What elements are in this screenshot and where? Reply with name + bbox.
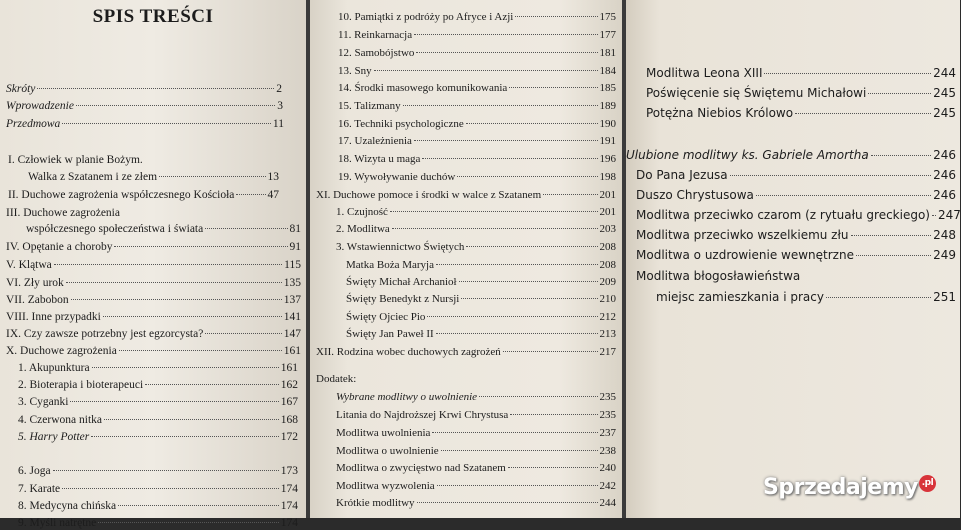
toc-entry: Potężna Niebios Królowo 245 <box>646 106 956 120</box>
page-title: SPIS TREŚCI <box>92 6 214 27</box>
toc-entry: 1. Akupunktura 161 <box>18 362 298 374</box>
toc-entry: Wybrane modlitwy o uwolnienie 235 <box>336 391 616 403</box>
toc-entry: Święty Michał Archanioł 209 <box>346 276 616 288</box>
toc-page-right <box>626 0 960 518</box>
watermark-logo: Sprzedajemy .pl <box>763 475 936 500</box>
toc-entry: 13. Sny 184 <box>338 65 616 77</box>
toc-entry: II. Duchowe zagrożenia współczesnego Kościoła 47 <box>8 189 279 201</box>
toc-entry: Modlitwa wyzwolenia 242 <box>336 480 616 492</box>
toc-entry: I. Człowiek w planie Bożym. <box>8 154 143 166</box>
toc-entry: Ulubione modlitwy ks. Gabriele Amortha 246 <box>626 148 956 162</box>
toc-entry: Modlitwa przeciwko czarom (z rytuału greckiego) 247 <box>636 208 961 222</box>
toc-entry: 7. Karate 174 <box>18 483 298 495</box>
toc-entry: Przedmowa 11 <box>6 118 284 130</box>
toc-entry: Święty Jan Paweł II 213 <box>346 328 616 340</box>
toc-entry: 15. Talizmany 189 <box>338 100 616 112</box>
appendix-heading: Dodatek: <box>316 373 357 385</box>
toc-entry: 18. Wizyta u maga 196 <box>338 153 616 165</box>
toc-entry: VIII. Inne przypadki 141 <box>6 311 301 323</box>
toc-entry: Do Pana Jezusa 246 <box>636 168 956 182</box>
toc-entry: 12. Samobójstwo 181 <box>338 47 616 59</box>
toc-entry: III. Duchowe zagrożenia <box>6 207 120 219</box>
toc-entry: Święty Ojciec Pio 212 <box>346 311 616 323</box>
toc-entry: Litania do Najdroższej Krwi Chrystusa 235 <box>336 409 616 421</box>
toc-entry: 2. Bioterapia i bioterapeuci 162 <box>18 379 298 391</box>
toc-entry: 19. Wywoływanie duchów 198 <box>338 171 616 183</box>
toc-entry: VII. Zabobon 137 <box>6 294 301 306</box>
toc-entry: Poświęcenie się Świętemu Michałowi 245 <box>646 86 956 100</box>
toc-entry: Skróty 2 <box>6 83 282 95</box>
toc-entry: Wprowadzenie 3 <box>6 100 283 112</box>
toc-entry: Walka z Szatanem i ze złem 13 <box>28 171 279 183</box>
toc-entry: 8. Medycyna chińska 174 <box>18 500 298 512</box>
toc-entry: miejsc zamieszkania i pracy 251 <box>656 290 956 304</box>
toc-entry: V. Klątwa 115 <box>6 259 301 271</box>
toc-entry: 17. Uzależnienia 191 <box>338 135 616 147</box>
toc-entry: 11. Reinkarnacja 177 <box>338 29 616 41</box>
toc-entry: X. Duchowe zagrożenia 161 <box>6 345 301 357</box>
toc-page-left <box>0 0 306 529</box>
toc-entry: Modlitwa błogosławieństwa <box>636 269 801 283</box>
toc-entry: Duszo Chrystusowa 246 <box>636 188 956 202</box>
toc-entry: 5. Harry Potter 172 <box>18 431 298 443</box>
toc-page-middle <box>310 0 622 518</box>
toc-entry: 6. Joga 173 <box>18 465 298 477</box>
toc-entry: Krótkie modlitwy 244 <box>336 497 616 509</box>
toc-entry: 9. Myśli natrętne 174 <box>18 517 298 529</box>
toc-entry: IX. Czy zawsze potrzebny jest egzorcysta? 147 <box>6 328 301 340</box>
toc-entry: Modlitwa Leona XIII 244 <box>646 66 956 80</box>
toc-entry: 4. Czerwona nitka 168 <box>18 414 298 426</box>
toc-entry: XI. Duchowe pomoce i środki w walce z Szatanem 201 <box>316 189 616 201</box>
toc-entry: Matka Boża Maryja 208 <box>346 259 616 271</box>
toc-entry: Modlitwa o uwolnienie 238 <box>336 445 616 457</box>
toc-entry: 1. Czujność 201 <box>336 206 616 218</box>
toc-entry: 14. Środki masowego komunikowania 185 <box>338 82 616 94</box>
toc-entry: VI. Zły urok 135 <box>6 277 301 289</box>
toc-entry: IV. Opętanie a choroby 91 <box>6 241 301 253</box>
toc-entry: Modlitwa przeciwko wszelkiemu złu 248 <box>636 228 956 242</box>
toc-entry: 10. Pamiątki z podróży po Afryce i Azji 175 <box>338 11 616 23</box>
toc-entry: Modlitwa o uzdrowienie wewnętrzne 249 <box>636 248 956 262</box>
toc-entry: Modlitwa o zwycięstwo nad Szatanem 240 <box>336 462 616 474</box>
toc-entry: 3. Wstawiennictwo Świętych 208 <box>336 241 616 253</box>
toc-entry: Święty Benedykt z Nursji 210 <box>346 293 616 305</box>
toc-entry: 3. Cyganki 167 <box>18 396 298 408</box>
toc-entry: 2. Modlitwa 203 <box>336 223 616 235</box>
toc-entry: Modlitwa uwolnienia 237 <box>336 427 616 439</box>
toc-entry: XII. Rodzina wobec duchowych zagrożeń 217 <box>316 346 616 358</box>
toc-entry: 16. Techniki psychologiczne 190 <box>338 118 616 130</box>
toc-entry: współczesnego społeczeństwa i świata 81 <box>26 223 301 235</box>
